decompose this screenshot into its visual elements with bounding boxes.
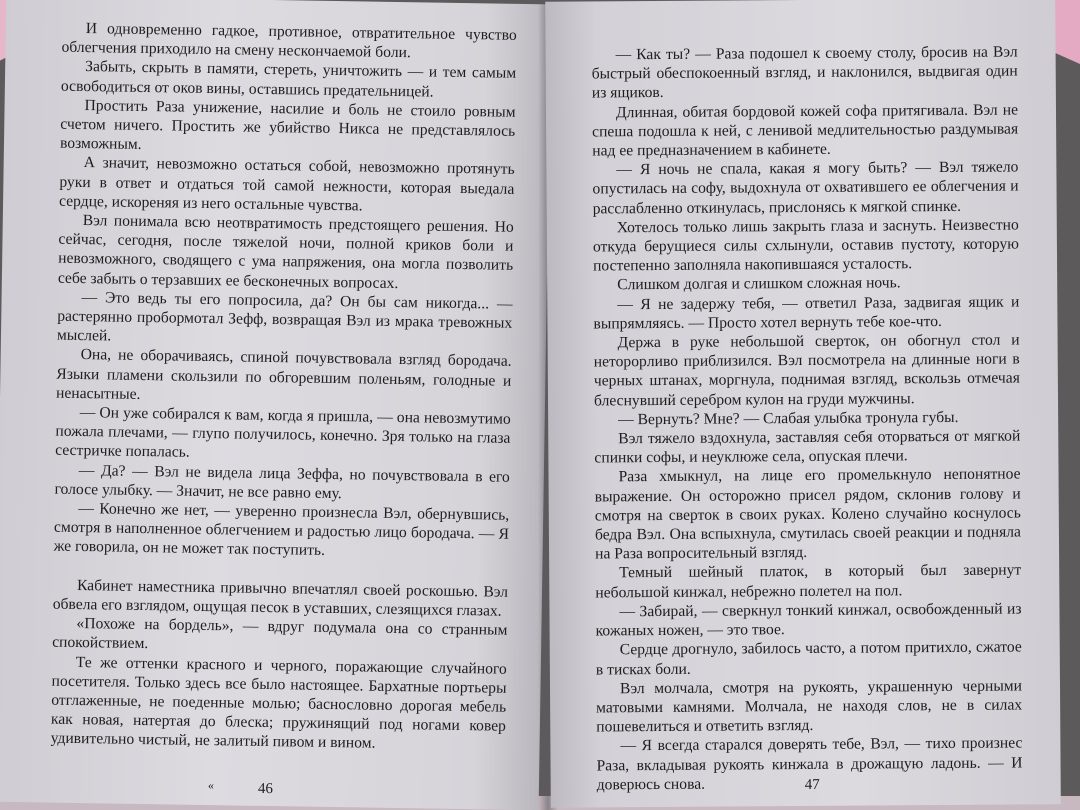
paragraph: — Как ты? — Раза подошел к своему столу, бросив на Вэл быстрый обеспокоенный взгляд, и наклонился, выдвигая один из ящиков. [591, 43, 1018, 102]
paragraph: Вэл тяжело вздохнула, заставляя себя оторваться от мягкой спинки софы, и неуклюже села, опуская плечи. [594, 427, 1021, 467]
paragraph: Кабинет наместника привычно впечатлял своей роскошью. Вэл обвела его взглядом, ощущая песок в уставших, слезящихся глазах. [52, 576, 509, 620]
right-page-body [592, 42, 1023, 794]
paragraph: — Да? — Вэл не видела лица Зеффа, но почувствовала в его голосе улыбку. — Значит, не все равно ему. [54, 461, 510, 503]
left-page-body [51, 19, 517, 756]
paragraph: Темный шейный платок, в который был завернут небольшой кинжал, небрежно полетел на пол. [595, 561, 1022, 602]
left-page-number: 46 [257, 780, 274, 798]
paragraph: Забыть, скрыть в памяти, стереть, уничтожить — и тем самым освободиться от оков вины, оставшись предательницей. [60, 58, 517, 101]
paragraph: Те же оттенки красного и черного, поражающие случайного посетителя. Только здесь все было настоящее. Бархатные портьеры отглаженные, не поеденные молью; баснословно дорогая мебель как новая, натертая до блеска; пружинящий под ногами ковер удивительно чистый, не залитый пивом и вином. [50, 653, 507, 753]
paragraph: — Я всегда старался доверять тебе, Вэл, — тихо произнес Раза, вкладывая рукоять кинжала в дрожащую ладонь. — И доверюсь снова. [596, 734, 1023, 794]
paragraph: Вэл молчала, смотря на рукоять, украшенную черными матовыми камнями. Молчала, не находя слов, не в силах пошевелиться и ответить взгляд. [596, 677, 1023, 736]
paragraph: — Я ночь не спала, какая я могу быть? — Вэл тяжело опустилась на софу, выдохнула от охватившего ее облегчения и расслабленно откинулась, прислонясь к мягкой спинке. [592, 158, 1019, 218]
paragraph: Вэл понимала всю неотвратимость предстоящего решения. Но сейчас, сегодня, после тяжелой ночи, полной криков боли и невозможного, сводящего с ума напряжения, она могла позволить себе забыть о терзавших ее бесконечных вопросах. [57, 212, 514, 292]
paragraph: Она, не оборачиваясь, спиной почувствовала взгляд бородача. Языки пламени скользили по обгоревшим поленьям, голодные и ненасытные. [55, 346, 512, 403]
right-page-number: 47 [804, 776, 820, 793]
paragraph: — Я не задержу тебя, — ответил Раза, задвигая ящик и выпрямляясь. — Просто хотел вернуть тебе кое-что. [593, 293, 1020, 333]
paragraph: Раза хмыкнул, на лице его промелькнуло непонятное выражение. Он осторожно присел рядом, склонив голову и смотря на сверток в своих руках. Колено случайно коснулось бедра Вэл. Она вспыхнула, смутилась своей реакции и подняла на Раза вопросительный взгляд. [594, 465, 1021, 563]
paragraph: — Он уже собирался к вам, когда я пришла, — она невозмутимо пожала плечами, — глупо получилось, конечно. Зря только на глаза сестричке попалась. [55, 404, 511, 462]
paragraph: Простить Раза унижение, насилие и боль не стоило ровным счетом ничего. Простить же убийство Никса не представлялось возможным. [59, 96, 516, 154]
paragraph: А значит, невозможно остаться собой, невозможно протянуть руки в ответ и отдаться той самой нежности, которая выедала сердце, искореняя из него остальные чувства. [58, 154, 515, 215]
paragraph: — Забирай, — сверкнул тонкий кинжал, освобожденный из кожаных ножен, — это твое. [595, 600, 1022, 640]
paragraph: И одновременно гадкое, противное, отвратительное чувство облегчения приходило на смену нескончаемой боли. [61, 20, 517, 62]
paragraph: — Это ведь ты его попросила, да? Он бы сам никогда... — растерянно пробормотал Зефф, возвращая Вэл из мрака тревожных мыслей. [56, 288, 513, 345]
paragraph: — Вернуть? Мне? — Слабая улыбка тронула губы. [618, 408, 959, 429]
paragraph: Хотелось только лишь закрыть глаза и заснуть. Неизвестно откуда берущиеся силы схлынули, оставив пустоту, которую постепенно заполняла накопившаяся усталость. [592, 216, 1019, 275]
paragraph: Длинная, обитая бордовой кожей софа притягивала. Вэл не спеша подошла к ней, с ленивой медлительностью раздумывая над ее предназначением в кабинете. [592, 101, 1019, 160]
paragraph: Слишком долгая и слишком сложная ночь. [617, 274, 901, 294]
paragraph: «Похоже на бордель», — вдруг подумала она со странным спокойствием. [52, 615, 508, 653]
right-page [545, 0, 1061, 808]
paragraph: — Конечно же нет, — уверенно произнесла Вэл, обернувшись, смотря в наполненное облегчением и радостью лицо бородача. — Я же говорила, он не может так поступить. [53, 500, 510, 560]
paragraph: Держа в руке небольшой сверток, он обогнул стол и нетороpливо приблизился. Вэл посмотрела на длинные ноги в черных штанах, моргнула, поднимая взгляд, вскользь отмечая блеснувший серебром кулон на груди мужчины. [593, 331, 1020, 410]
paragraph: Сердце дрогнуло, забилось часто, а потом притихло, сжатое в тисках боли. [595, 638, 1022, 678]
left-page-mark: « [207, 778, 215, 793]
